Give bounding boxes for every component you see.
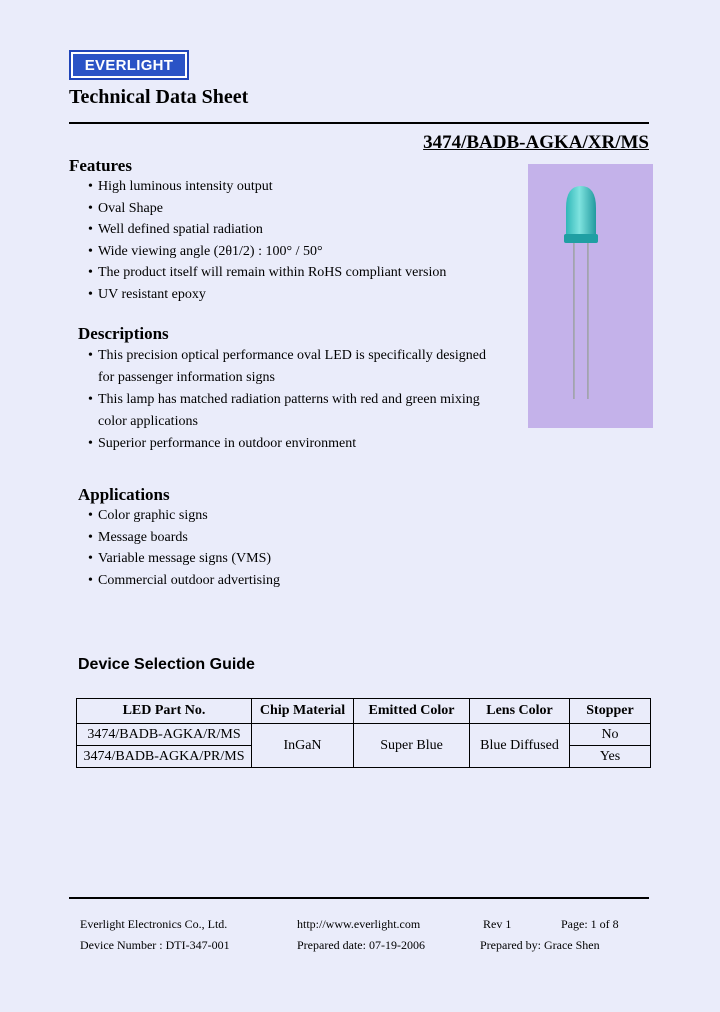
header-divider xyxy=(69,122,649,124)
footer-revision: Rev 1 xyxy=(483,917,512,931)
footer-url-link[interactable]: http://www.everlight.com xyxy=(297,917,421,931)
part-number-title: 3474/BADB-AGKA/XR/MS xyxy=(423,132,649,153)
footer-prepared-date: Prepared date: 07-19-2006 xyxy=(297,938,425,952)
stopper-cell: No xyxy=(570,724,651,746)
list-item: • Color graphic signs xyxy=(69,507,489,529)
lens-color-cell: Blue Diffused xyxy=(470,724,570,768)
features-heading: Features xyxy=(69,156,132,175)
footer-divider xyxy=(69,897,649,899)
list-item: • This lamp has matched radiation patterns with red and green mixing color applications xyxy=(69,389,489,433)
table-row xyxy=(77,724,651,746)
document-title: Technical Data Sheet xyxy=(69,86,249,108)
footer-prepared-by: Prepared by: Grace Shen xyxy=(480,938,600,952)
list-item: • The product itself will remain within RoHS compliant version xyxy=(69,264,509,286)
list-item: • Wide viewing angle (2θ1/2) : 100° / 50° xyxy=(69,243,509,265)
footer-company: Everlight Electronics Co., Ltd. xyxy=(80,917,228,931)
list-item: • Well defined spatial radiation xyxy=(69,221,509,243)
column-header: Stopper xyxy=(570,699,651,724)
column-header: Chip Material xyxy=(252,699,354,724)
stopper-cell: Yes xyxy=(570,746,651,768)
logo-text: EVERLIGHT xyxy=(73,54,185,76)
device-selection-table xyxy=(76,698,651,768)
led-lamp-icon xyxy=(528,164,653,428)
list-item: • UV resistant epoxy xyxy=(69,286,509,308)
list-item: • Variable message signs (VMS) xyxy=(69,550,489,572)
list-item: • Message boards xyxy=(69,529,489,551)
descriptions-heading: Descriptions xyxy=(78,324,169,343)
list-item: • This precision optical performance oval LED is specifically designed for passenger information signs xyxy=(69,345,489,389)
selection-guide-heading: Device Selection Guide xyxy=(78,656,255,673)
features-list xyxy=(69,178,509,307)
everlight-logo xyxy=(69,50,189,80)
list-item: • Commercial outdoor advertising xyxy=(69,572,489,594)
led-product-photo xyxy=(528,164,653,428)
applications-heading: Applications xyxy=(78,485,170,504)
part-number-cell: 3474/BADB-AGKA/R/MS xyxy=(77,724,252,746)
applications-list xyxy=(69,507,489,593)
column-header: LED Part No. xyxy=(77,699,252,724)
footer-page-number: Page: 1 of 8 xyxy=(561,917,619,931)
column-header: Emitted Color xyxy=(354,699,470,724)
footer-device-number: Device Number : DTI-347-001 xyxy=(80,938,230,952)
part-number-cell: 3474/BADB-AGKA/PR/MS xyxy=(77,746,252,768)
table-header-row xyxy=(77,699,651,724)
chip-material-cell: InGaN xyxy=(252,724,354,768)
descriptions-list xyxy=(69,345,489,455)
emitted-color-cell: Super Blue xyxy=(354,724,470,768)
list-item: • Oval Shape xyxy=(69,200,509,222)
column-header: Lens Color xyxy=(470,699,570,724)
list-item: • High luminous intensity output xyxy=(69,178,509,200)
list-item: • Superior performance in outdoor environment xyxy=(69,433,489,455)
